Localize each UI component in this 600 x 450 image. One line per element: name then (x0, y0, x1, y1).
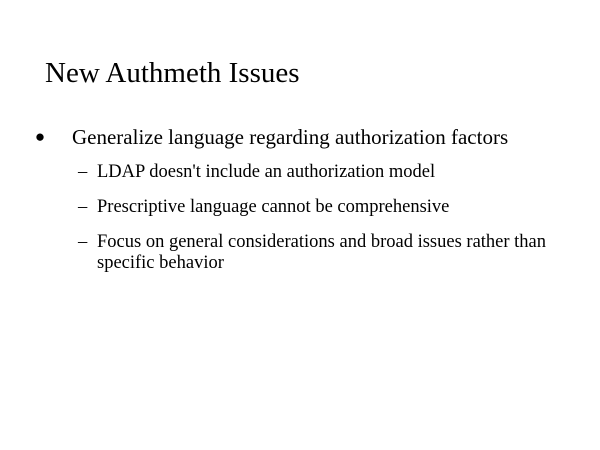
bullet-item (32, 125, 572, 274)
dash-marker-icon: – (78, 232, 88, 252)
sub-bullet-item (72, 162, 572, 183)
bullet-list (32, 125, 572, 288)
bullet-dot-icon: ● (34, 127, 46, 146)
slide-title: New Authmeth Issues (45, 57, 300, 89)
sub-bullet-list (72, 162, 572, 274)
sub-bullet-item (72, 197, 572, 218)
dash-marker-icon: – (78, 197, 88, 217)
bullet-text: Generalize language regarding authorization factors (72, 125, 509, 149)
sub-bullet-text: Prescriptive language cannot be comprehensive (97, 197, 450, 217)
sub-bullet-text: LDAP doesn't include an authorization model (97, 162, 436, 182)
dash-marker-icon: – (78, 162, 88, 182)
sub-bullet-text: Focus on general considerations and broad issues rather than specific behavior (97, 232, 547, 273)
sub-bullet-item (72, 232, 572, 274)
